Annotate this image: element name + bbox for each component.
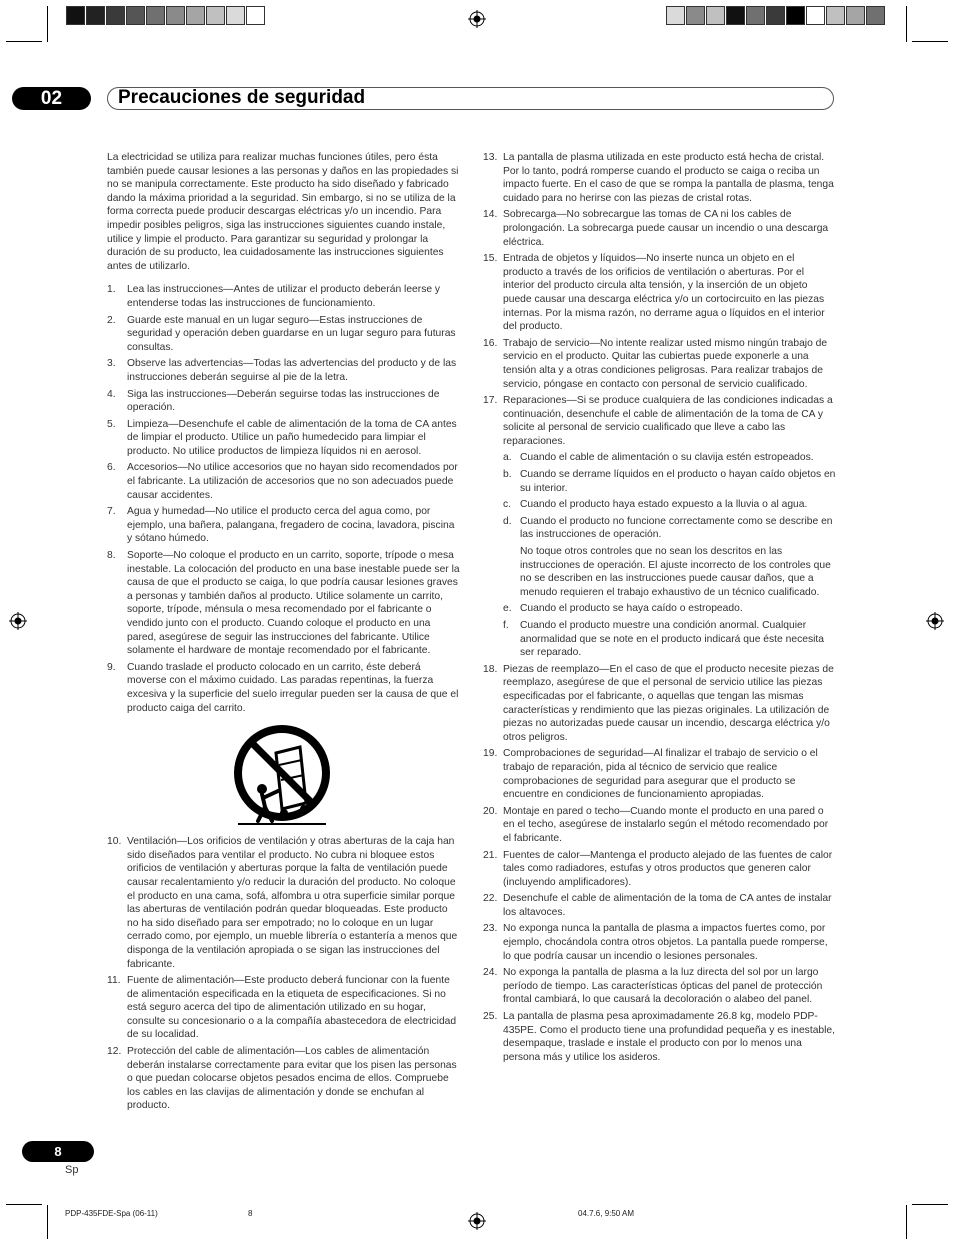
list-item-number: 12. [107,1046,122,1058]
page-language: Sp [65,1164,79,1176]
crop-mark [47,6,48,42]
list-item [483,151,836,205]
list-item [483,747,836,801]
list-item [483,208,836,249]
list-item-text: Agua y humedad—No utilice el producto cerca del agua como, por ejemplo, una bañera, palangana, fregadero de cocina, lavadora, piscina y sótano húmedo. [127,506,455,545]
list-item-text: Protección del cable de alimentación—Los cables de alimentación deberán instalarse correctamente para evitar que los pisen las personas o que puedan colocarse objetos pesados encima de ellos. Compruebe los cables en las clavijas de alimentación y donde se enchufan al producto. [127,1046,457,1112]
list-item-number: 10. [107,836,122,848]
list-item-number: 11. [107,975,121,987]
list-item-text: Guarde este manual en un lugar seguro—Estas instrucciones de seguridad y operación deben guardarse en un lugar seguro para futuras consultas. [127,314,456,353]
color-swatch [846,6,865,25]
color-swatch [726,6,745,25]
color-swatch-bar-right [666,6,886,26]
color-swatch [866,6,885,25]
list-item-text: Siga las instrucciones—Deberán seguirse todas las instrucciones de operación. [127,388,440,414]
color-swatch [166,6,185,25]
footer-timestamp: 04.7.6, 9:50 AM [578,1209,635,1218]
list-item-text: Trabajo de servicio—No intente realizar usted mismo ningún trabajo de servicio en el producto. Quitar las cubiertas puede exponerle a una tensión alta y a otras condiciones peligrosas. Para realizar trabajos de servicio, póngase en contacto con personal de servicio cualificado. [503,337,828,390]
list-item [483,252,836,334]
list-item-text: Piezas de reemplazo—En el caso de que el producto necesite piezas de reemplazo, asegúrese de que el personal de servicio utilice las piezas especificadas por el fabricante, o aquellas que tengan las mismas características y rendimiento que las piezas originales. La utilización de piezas no autorizadas puede causar un incendio, descarga eléctrica y/o otros peligros. [503,663,834,743]
color-swatch [806,6,825,25]
safety-list-left [107,283,460,715]
list-item-text: Limpieza—Desenchufe el cable de alimentación de la toma de CA antes de limpiar el producto. Utilice un paño humedecido para limpiar el producto. No utilice productos de limpieza líquidos ni en aerosol. [127,418,457,457]
list-item-number: 6. [107,462,116,474]
color-swatch [106,6,125,25]
color-swatch [226,6,245,25]
crop-mark [6,1204,42,1205]
list-item-number: 22. [483,893,498,905]
list-item-text: No exponga la pantalla de plasma a la luz directa del sol por un largo período de tiempo. Las características ópticas del panel de protección frontal cambiará, lo que causará la decoloración o alabeo del panel. [503,967,823,1006]
footer-file: PDP-435FDE-Spa (06-11) [65,1209,158,1218]
safety-list-right [483,151,836,448]
list-item-text: Entrada de objetos y líquidos—No inserte nunca un objeto en el producto a través de los orificios de ventilación o aberturas. Por el interior del producto circula alta tensión, y la inserción de un objeto puede causar una descarga eléctrica y/o un cortocircuito en las piezas internas. Por la misma razón, no derrame agua o líquidos en el interior del producto. [503,253,825,333]
footer-page: 8 [248,1209,253,1218]
color-swatch [146,6,165,25]
list-item-number: 4. [107,388,116,400]
right-column [483,151,836,1067]
sub-list-item [483,515,836,542]
list-item-text: No exponga nunca la pantalla de plasma a impactos fuertes como, por ejemplo, chocándola contra otros objetos. La pantalla puede romperse, lo que podría causar un incendio o lesiones personales. [503,923,828,962]
list-item-number: 25. [483,1011,498,1023]
list-item [107,314,460,355]
list-item-number: 9. [107,661,116,673]
crop-mark [906,1205,907,1239]
list-item-text: Desenchufe el cable de alimentación de la toma de CA antes de instalar los altavoces. [503,893,832,918]
list-item-text: Sobrecarga—No sobrecargue las tomas de CA ni los cables de prolongación. La sobrecarga puede causar un incendio o una descarga eléctrica. [503,209,829,248]
chapter-number-badge: 02 [12,87,91,110]
sub-list-item-text: Cuando el producto no funcione correctamente como se describe en las instrucciones de operación. [520,515,833,541]
registration-mark-icon [468,1212,486,1230]
list-item [483,663,836,745]
color-swatch [206,6,225,25]
list-item [107,974,460,1042]
color-swatch [126,6,145,25]
list-item-number: 13. [483,152,498,163]
color-swatch [66,6,85,25]
list-item-number: 14. [483,209,498,221]
repair-conditions-list-continued [483,602,836,659]
list-item-text: Fuentes de calor—Mantenga el producto alejado de las fuentes de calor tales como radiadores, estufas y otros productos que generen calor (incluyendo amplificadores). [503,849,833,888]
list-item [483,922,836,963]
list-item-text: Reparaciones—Si se produce cualquiera de las condiciones indicadas a continuación, desenchufe el cable de alimentación de la toma de CA y solicite al personal de servicio cualificado que lleve a cabo las reparaciones. [503,395,833,447]
color-swatch [666,6,685,25]
sub-list-item-letter: a. [503,452,512,464]
list-item-text: Cuando traslade el producto colocado en un carrito, éste deberá moverse con el máximo cuidado. Las paradas repentinas, la fuerza excesiva y la superficie del suelo irregular pueden ser la causa de que el producto caiga del carrito. [127,661,459,714]
list-item-text: Soporte—No coloque el producto en un carrito, soporte, trípode o mesa inestable. La colocación del producto en una base inestable puede ser la causa de que el producto se caiga, lo que podría causar lesiones graves a personas y también daños al producto. Utilice solamente un carrito, soporte, trípode, ménsula o mesa recomendado por el fabricante o vendido junto con el producto. Cuando coloque el producto en una pared, asegúrese de seguir las instrucciones del fabricante. Utilice solamente el hardware de montaje recomendado por el fabricante. [127,550,460,657]
list-item [483,805,836,846]
list-item-number: 8. [107,550,116,562]
list-item-number: 19. [483,748,498,760]
list-item-text: Fuente de alimentación—Este producto deberá funcionar con la fuente de alimentación especificada en la etiqueta de especificaciones. Si no está seguro acerca del tipo de alimentación utilizado en su hogar, consulte su concesionario o a la compañía abastecedora de electricidad de su localidad. [127,975,457,1041]
list-item-number: 5. [107,418,116,430]
list-item [107,461,460,502]
list-item-number: 23. [483,923,498,935]
sub-list-item-letter: b. [503,469,512,481]
list-item-number: 15. [483,253,498,265]
crop-mark [912,1204,948,1205]
list-item-text: Accesorios—No utilice accesorios que no hayan sido recomendados por el fabricante. La utilización de accesorios que no son adecuados puede causar accidentes. [127,462,458,501]
sub-list-item [483,619,836,660]
list-item [107,835,460,971]
sub-list-item-text: Cuando el cable de alimentación o su clavija estén estropeados. [520,452,814,464]
list-item-number: 24. [483,967,498,979]
sub-list-item-letter: d. [503,515,512,527]
repair-conditions-list [483,451,836,542]
sub-list-item [483,602,836,616]
list-item [107,505,460,546]
list-item-text: Observe las advertencias—Todas las advertencias del producto y de las instrucciones deberán seguirse al pie de la letra. [127,358,457,383]
left-column [107,151,460,1116]
list-item-number: 16. [483,337,498,349]
list-item [107,357,460,384]
list-item-text: La pantalla de plasma pesa aproximadamente 26.8 kg, modelo PDP-435PE. Como el producto tiene una profundidad pequeña y es inestable, desempaque, traslade e instale el producto con por lo menos una persona más y utilice los asideros. [503,1011,836,1063]
color-swatch [746,6,765,25]
sub-list-item-text: Cuando el producto muestre una condición anormal. Cualquier anormalidad que se note en el producto indicará que éste necesita ser reparado. [520,620,824,659]
color-swatch [786,6,805,25]
sub-list-item-letter: e. [503,603,512,615]
crop-mark [6,41,42,42]
list-item [107,1045,460,1113]
list-item-text: Comprobaciones de seguridad—Al finalizar el trabajo de servicio o el trabajo de reparación, pida al técnico de servicio que realice comprobaciones de seguridad para asegurar que el producto se encuentre en condiciones de funcionamiento apropiadas. [503,748,818,801]
crop-mark [912,41,948,42]
color-swatch [86,6,105,25]
list-item-number: 7. [107,506,116,518]
crop-mark [906,6,907,42]
list-item-number: 20. [483,805,498,817]
sub-d-note: No toque otros controles que no sean los descritos en las instrucciones de operación. El ajuste incorrecto de los controles que no se describen en las instrucciones puede causar daños, que a menudo requieren el trabajo exhaustivo de un técnico cualificado. [520,546,831,598]
color-swatch [826,6,845,25]
registration-mark-icon [9,612,27,630]
crop-mark [47,1205,48,1239]
list-item-text: Ventilación—Los orificios de ventilación y otras aberturas de la caja han sido diseñados para ventilar el producto. No cubra ni bloquee estos orificios de ventilación y aberturas porque la falta de ventilación puede causar recalentamiento y/o reducir la duración del producto. No coloque el producto en una cama, sofá, alfombra u otra superficie similar porque las aberturas de ventilación podrán quedar bloqueadas. Este producto no ha sido diseñado para ser empotrado; no lo coloque en un lugar cerrado como, por ejemplo, un mueble librería o estantería a menos que disponga de la ventilación apropiada o se sigan las instrucciones del fabricante. [127,836,458,970]
sub-list-item-letter: c. [503,499,512,511]
registration-mark-icon [926,612,944,630]
list-item-number: 21. [483,849,498,861]
sub-list-item [483,451,836,465]
safety-list-left-continued [107,835,460,1113]
sub-list-item-text: Cuando el producto se haya caído o estropeado. [520,603,743,615]
list-item [483,337,836,391]
list-item-number: 1. [107,284,116,296]
list-item [107,418,460,459]
sub-list-item-letter: f. [503,620,509,631]
list-item [107,549,460,658]
list-item [483,966,836,1007]
list-item-number: 17. [483,395,498,407]
color-swatch [706,6,725,25]
sub-list-item [483,498,836,512]
list-item [483,1010,836,1064]
list-item [107,661,460,715]
list-item-number: 18. [483,663,498,675]
list-item [107,388,460,415]
list-item [483,849,836,890]
page-title: Precauciones de seguridad [118,87,366,108]
color-swatch-bar-left [66,6,266,26]
color-swatch [186,6,205,25]
color-swatch [246,6,265,25]
sub-list-item [483,468,836,495]
list-item-text: La pantalla de plasma utilizada en este producto está hecha de cristal. Por lo tanto, podrá romperse cuando el producto se caiga o reciba un impacto fuerte. En el caso de que se rompa la pantalla de plasma, tenga cuidado para no herirse con las piezas de cristal rotas. [503,152,834,204]
list-item [107,283,460,310]
intro-paragraph: La electricidad se utiliza para realizar muchas funciones útiles, pero ésta también puede causar lesiones a las personas y daños en las propiedades si no se manipula correctamente. Este producto ha sido diseñado y fabricado dando la máxima prioridad a la seguridad. Sin embargo, si no se utiliza de la forma correcta puede producir descargas eléctricas y/o un incendio. Para impedir posibles peligros, siga las instrucciones siguientes cuando instale, utilice y limpie el producto. Para garantizar su seguridad y prolongar la duración de su producto, lea cuidadosamente las instrucciones siguientes antes de utilizarlo. [107,152,459,272]
no-cart-tipping-icon [232,725,332,827]
registration-mark-icon [468,10,486,28]
list-item [483,394,836,448]
color-swatch [766,6,785,25]
list-item-text: Lea las instrucciones—Antes de utilizar el producto deberán leerse y entenderse todas las instrucciones de funcionamiento. [127,284,441,309]
color-swatch [686,6,705,25]
list-item-text: Montaje en pared o techo—Cuando monte el producto en una pared o en el techo, asegúrese de instalarlo según el método recomendado por el fabricante. [503,805,829,844]
safety-list-right-continued [483,663,836,1065]
list-item [483,892,836,919]
sub-list-item-text: Cuando el producto haya estado expuesto a la lluvia o al agua. [520,499,808,511]
list-item-number: 2. [107,314,116,326]
sub-list-item-text: Cuando se derrame líquidos en el producto o hayan caído objetos en su interior. [520,469,836,494]
list-item-number: 3. [107,358,116,370]
page-number-badge: 8 [22,1141,94,1162]
